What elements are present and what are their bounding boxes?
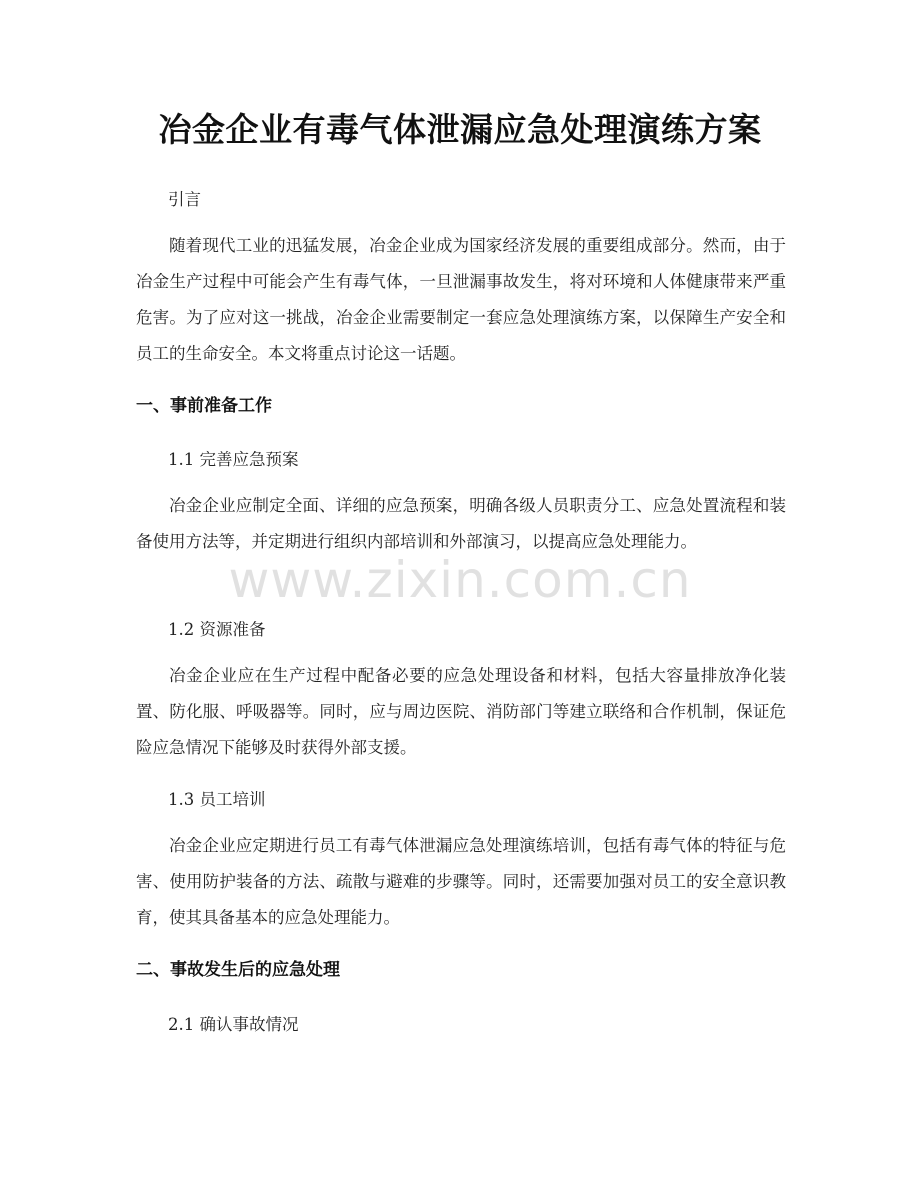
- section-2-1-title: 2.1 确认事故情况: [168, 1015, 299, 1034]
- intro-label: 引言: [168, 190, 201, 209]
- section-1-3-title: 1.3 员工培训: [168, 790, 266, 809]
- section-1-1-title: 1.1 完善应急预案: [168, 450, 299, 469]
- section-1-2-paragraph: 冶金企业应在生产过程中配备必要的应急处理设备和材料，包括大容量排放净化装置、防化服、呼吸器等。同时，应与周边医院、消防部门等建立联络和合作机制，保证危险应急情况下能够及时获得外部支援。: [136, 666, 786, 757]
- section-2-heading: 二、事故发生后的应急处理: [136, 960, 340, 980]
- section-1-1-paragraph: 冶金企业应制定全面、详细的应急预案，明确各级人员职责分工、应急处置流程和装备使用方法等，并定期进行组织内部培训和外部演习，以提高应急处理能力。: [136, 496, 786, 551]
- section-1-heading: 一、事前准备工作: [136, 396, 272, 416]
- document-title: 冶金企业有毒气体泄漏应急处理演练方案: [158, 110, 762, 149]
- section-1-2-title: 1.2 资源准备: [168, 620, 266, 639]
- section-1-3-paragraph: 冶金企业应定期进行员工有毒气体泄漏应急处理演练培训，包括有毒气体的特征与危害、使用防护装备的方法、疏散与避难的步骤等。同时，还需要加强对员工的安全意识教育，使其具备基本的应急处理能力。: [136, 836, 786, 927]
- intro-paragraph: 随着现代工业的迅猛发展，冶金企业成为国家经济发展的重要组成部分。然而，由于冶金生产过程中可能会产生有毒气体，一旦泄漏事故发生，将对环境和人体健康带来严重危害。为了应对这一挑战，冶金企业需要制定一套应急处理演练方案，以保障生产安全和员工的生命安全。本文将重点讨论这一话题。: [136, 236, 786, 363]
- watermark: www.zixin.com.cn: [228, 551, 692, 609]
